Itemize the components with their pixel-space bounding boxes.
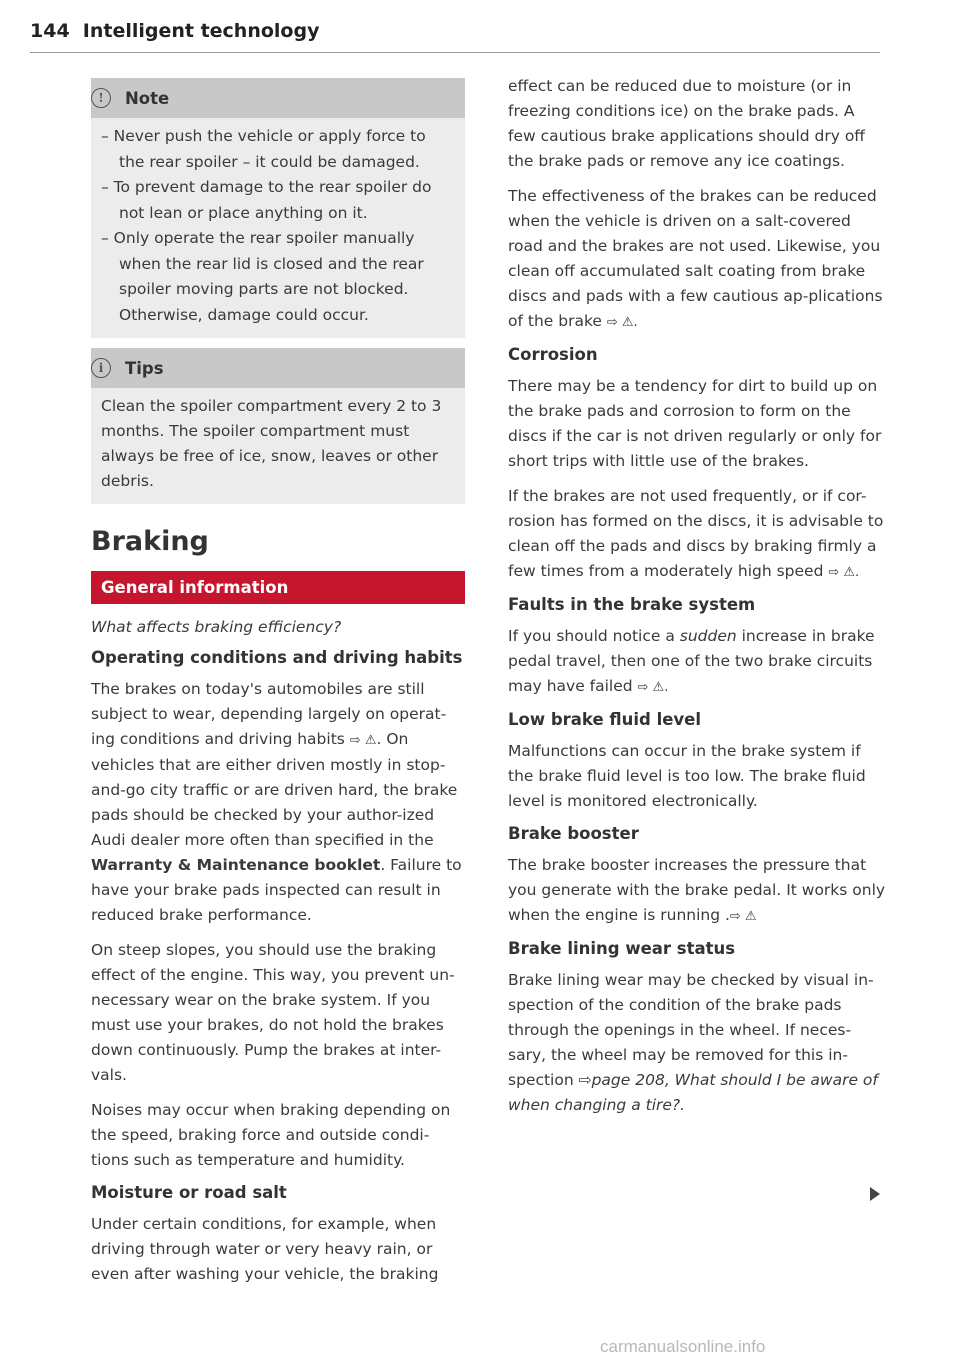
tips-box: [91, 348, 465, 504]
note-item: – Never push the vehicle or apply force to the rear spoiler – it could be damaged.: [101, 127, 426, 171]
info-icon: i: [91, 358, 111, 378]
faults-heading: Faults in the brake system: [508, 595, 756, 614]
watermark: carmanualsonline.info: [600, 1337, 766, 1356]
note-box-header: [91, 78, 465, 118]
note-title: Note: [125, 88, 170, 108]
corrosion-cleaning-paragraph: If the brakes are not used frequently, or if cor-rosion has formed on the discs, it is advisable to clean off the pads and discs by braking firmly a few times from a moderately high speed ⇨ ⚠.: [508, 487, 884, 580]
note-item: – To prevent damage to the rear spoiler do not lean or place anything on it.: [101, 178, 432, 222]
lining-paragraph: Brake lining wear may be checked by visual in-spection of the condition of the brake pads through the openings in the wheel. If neces-sary, the wheel may be removed for this in-spection ⇨page 208, What should I be aware of when changing a tire?.: [508, 971, 878, 1114]
corrosion-paragraph: There may be a tendency for dirt to build up on the brake pads and corrosion to form on the discs if the car is not driven regularly or only for short trips with little use of the brakes.: [508, 377, 882, 470]
tips-text: Clean the spoiler compartment every 2 to 3 months. The spoiler compartment must always be free of ice, snow, leaves or other debris.: [101, 397, 442, 490]
moisture-heading: Moisture or road salt: [91, 1183, 287, 1202]
moisture-continued: effect can be reduced due to moisture (or in freezing conditions ice) on the brake pads. A few cautious brake applications should dry off the brake pads or remove any ice coatings.: [508, 77, 865, 170]
warning-ref[interactable]: ⇨ ⚠: [349, 733, 377, 748]
operating-heading: Operating conditions and driving habits: [91, 648, 463, 667]
exclamation-icon: !: [91, 88, 111, 108]
corrosion-heading: Corrosion: [508, 345, 598, 364]
page-number: 144: [30, 20, 70, 42]
page-header: [30, 20, 880, 53]
note-box: [91, 78, 465, 338]
warning-ref[interactable]: ⇨ ⚠.: [828, 565, 860, 580]
left-column: [91, 78, 465, 1297]
topic-bar: General information: [91, 571, 465, 604]
note-item: – Only operate the rear spoiler manually when the rear lid is closed and the rear spoiler moving parts are not blocked. Otherwise, damage could occur.: [101, 229, 424, 324]
note-list: [101, 124, 455, 328]
tips-title: Tips: [125, 358, 164, 378]
moisture-paragraph: Under certain conditions, for example, when driving through water or very heavy rain, or even after washing your vehicle, the braking: [91, 1215, 439, 1283]
continue-arrow-icon: [870, 1187, 880, 1201]
warning-ref[interactable]: ⇨ ⚠.: [637, 680, 669, 695]
slopes-paragraph: On steep slopes, you should use the braking effect of the engine. This way, you prevent un-necessary wear on the brake system. If you must use your brakes, do not hold the brakes down continuously. Pump the brakes at inter-vals.: [91, 941, 455, 1084]
right-column: [508, 74, 886, 1128]
operating-paragraph: The brakes on today's automobiles are still subject to wear, depending largely on operat-ing conditions and driving habits ⇨ ⚠. On vehicles that are either driven mostly in stop-and-go city traffic or are driven hard, the brake pads should be checked by your author-ized Audi dealer more often than specified in the Warranty & Maintenance booklet. Failure to have your brake pads inspected can result in reduced brake performance.: [91, 680, 462, 924]
faults-paragraph: If you should notice a sudden increase in brake pedal travel, then one of the two brake circuits may have failed ⇨ ⚠.: [508, 627, 875, 695]
fluid-heading: Low brake fluid level: [508, 710, 702, 729]
booster-heading: Brake booster: [508, 824, 639, 843]
lining-heading: Brake lining wear status: [508, 939, 736, 958]
page-reference-link[interactable]: page 208, What should I be aware of when changing a tire?.: [508, 1071, 878, 1114]
chapter-title: Intelligent technology: [82, 20, 320, 42]
warning-ref[interactable]: ⇨ ⚠.: [606, 315, 638, 330]
noise-paragraph: Noises may occur when braking depending on the speed, braking force and outside condi-tions such as temperature and humidity.: [91, 1101, 451, 1169]
fluid-paragraph: Malfunctions can occur in the brake system if the brake fluid level is too low. The brake fluid level is monitored electronically.: [508, 742, 866, 810]
booster-paragraph: The brake booster increases the pressure that you generate with the brake pedal. It works only when the engine is running .⇨ ⚠: [508, 856, 886, 924]
topic-subtitle: What affects braking efficiency?: [91, 618, 342, 636]
page-ref-arrow: ⇨: [578, 1071, 592, 1089]
tips-box-header: [91, 348, 465, 388]
warning-ref[interactable]: ⇨ ⚠: [729, 909, 757, 924]
section-heading: Braking: [91, 526, 209, 557]
booklet-ref: Warranty & Maintenance booklet: [91, 856, 381, 874]
salt-paragraph: The effectiveness of the brakes can be reduced when the vehicle is driven on a salt-covered road and the brakes are not used. Likewise, you clean off accumulated salt coating from brake discs and pads with a few cautious ap-plications of the brake ⇨ ⚠.: [508, 187, 883, 330]
